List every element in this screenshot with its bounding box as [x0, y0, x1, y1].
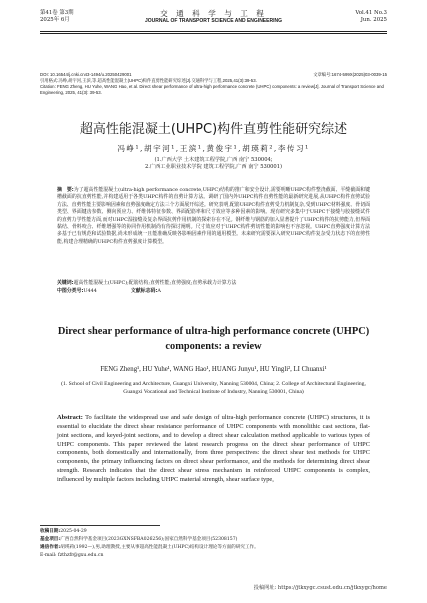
paper-title-cn: 超高性能混凝土(UHPC)构件直剪性能研究综述 — [79, 122, 348, 137]
received-label: 收稿日期: — [40, 529, 61, 534]
abstract-en-label: Abstract: — [57, 414, 83, 421]
volume-issue: 第41卷 第3期 — [40, 10, 74, 16]
authors-cn: 冯峥¹,胡宇河¹,王滨¹,黄俊宇¹,胡瑛莉²,李传习¹ — [117, 144, 310, 153]
footnote-rule — [40, 525, 160, 526]
doi-line — [40, 72, 387, 78]
header-rule-thin — [40, 33, 387, 34]
authors-en: FENG Zheng¹, HU Yuhe¹, WANG Hao¹, HUANG Junyu¹, HU Yingli², LI Chuanxi¹ — [100, 366, 327, 373]
abstract-cn-text: 为了超高性能混凝土(ultra-high performance concrete,UHPC)结构的推广和安全设计,需要明晰UHPC构件整浇截面、平缝截面和键槽截面的抗直剪性能,并构建适用于各类UHPC构件的直剪计算方法。调研了国内外UHPC构件直剪性能的最新研究进展,从UHPC构件直剪试验方法、直剪性能主要影响因素和直剪强度确定方法三个方面展开综述。研究表明,配筋UHPC构件直剪受力机制复杂,受到UHPC材料强度、骨切面类型、界面键齿参数、侧向预应力、纤维体特征参数、界面配筋率和尺寸效应等多种因素的影响。现有研究多集中于UHPC干接缝与胶接缝试件的直剪力学性能方面,而对UHPC湿接缝及复杂界面抗剪作用机制的探索存在不足。钢纤维与钢筋的加入显著提升了UHPC构件的抗剪能力,但界面黏结、骨料咬合、纤维增强等的协同作用机制尚有待探讨阐明。尺寸效应对于UHPC构件剪切性能的影响也不容忽视。UHPC直剪强度计算方法多基于已有规范和试验数据,尚未形成统一且能准确反映各影响因素作用的通用模型。未来研究需要深入研究UHPC构件复杂受力状态下的直剪性能,构建合理精确的UHPC构件直剪强度计算模型。 — [57, 187, 370, 245]
affiliations-en: (1. School of Civil Engineering and Architecture, Guangxi University, Nanning 530004, China; 2. College of Architectural Engineering, Guangxi Vocational and Technical Institute of Industry, Nanning 530001, China) — [61, 381, 366, 396]
journal-name-en: JOURNAL OF TRANSPORT SCIENCE AND ENGINEERING — [145, 18, 282, 24]
journal-name-cn: 交 通 科 学 与 工 程 — [160, 9, 267, 18]
footnote-email[interactable]: E-mail: fzthzfr@gxu.edu.cn — [40, 553, 104, 558]
header-rule-thick — [40, 31, 387, 32]
abstract-cn-label: 摘 要: — [57, 187, 74, 193]
article-number: 文章编号:1674-599X(2025)03-0039-15 — [313, 72, 387, 77]
keywords-cn-label: 关键词: — [57, 280, 74, 286]
journal-header — [40, 8, 387, 30]
issue-date-en: Jun. 2025 — [360, 17, 387, 23]
paper-title-en: Direct shear performance of ultra-high performance concrete (UHPC) components: a review — [57, 326, 370, 352]
abstract-en-text: To facilitate the widespread use and safe design of ultra-high performance concrete (UHPC) structures, it is essential to elucidate the direct shear resistance performance of UHPC components with monolithic cast sections, flat-joint sections, and keyed-joint sections, and to develop a direct shear calculation method applicable to various types of UHPC components. This paper reviewed the latest research progress on the direct shear performance of UHPC components, both domestically and internationally, from three perspectives: the direct shear test methods for UHPC components, the primary influencing factors on direct shear performance, and the methods for determining direct shear strength. Research indicates that the direct shear stress mechanism in reinforced UHPC components is complex, influenced by multiple factors including UHPC material strength, shear surface type, — [57, 414, 370, 483]
footnote-received — [40, 529, 387, 535]
doc-code: A — [157, 288, 161, 294]
footnote-fund — [40, 537, 387, 543]
journal-name — [40, 9, 387, 25]
clc-code: U444 — [83, 288, 97, 294]
volume-issue-en: Vol.41 No.3 — [355, 10, 387, 16]
citation-en: Citation: FENG Zheng, HU Yuhe, WANG Hao, et al. Direct shear performance of ultra-high performance concrete (UHPC) components: a review[J]. Journal of Transport Science and Engineering, 2025, 41(3): 39-53. — [40, 84, 384, 95]
footnote-author — [40, 545, 387, 551]
fund-label: 基金项目: — [40, 537, 61, 542]
received-date: 2025-04-29 — [60, 529, 87, 534]
keywords-cn — [57, 280, 370, 287]
author-label: 通信作者: — [40, 545, 61, 550]
issue-info-en — [355, 10, 387, 24]
fund-text: 广西自然科学基金项目(2023GXNSFBA026256);国家自然科学基金项目(52308157) — [60, 537, 238, 542]
doi[interactable]: DOI: 10.16544/j.cnki.cn43-1494/u.20250429001 — [40, 72, 132, 77]
keywords-cn-text: 超高性能混凝土(UHPC);配筋结构;直剪性能;直剪强度;直剪承载力计算方法 — [73, 280, 237, 286]
affiliation-cn-2: 2.广西工业职业技术学院 建筑工程学院,广西 南宁 530001) — [144, 164, 283, 170]
abstract-en — [57, 414, 370, 485]
doc-code-label: 文献标志码: — [130, 288, 158, 294]
citation-cn: 引用格式:冯峥,胡宇河,王滨,等.超高性能混凝土(UHPC)构件直剪性能研究综述[J].交通科学与工程,2025,41(3):39-53. — [40, 78, 257, 83]
clc-label: 中图分类号: — [57, 288, 84, 294]
classification-line — [57, 288, 370, 295]
submission-url[interactable]: 投稿网址: https://jtkxygc.csust.edu.cn/jtkxygc/home — [253, 585, 387, 591]
abstract-cn — [57, 187, 370, 246]
issue-date: 2025年 6月 — [40, 17, 70, 23]
author-text: 胡瑛莉(1992—),男,助理教授,主要从事超高性能混凝土(UHPC)结构设计理论等方面的研究工作。 — [60, 545, 259, 550]
affiliation-cn-1: (1.广西大学 土木建筑工程学院,广西 南宁 530004; — [154, 157, 273, 163]
